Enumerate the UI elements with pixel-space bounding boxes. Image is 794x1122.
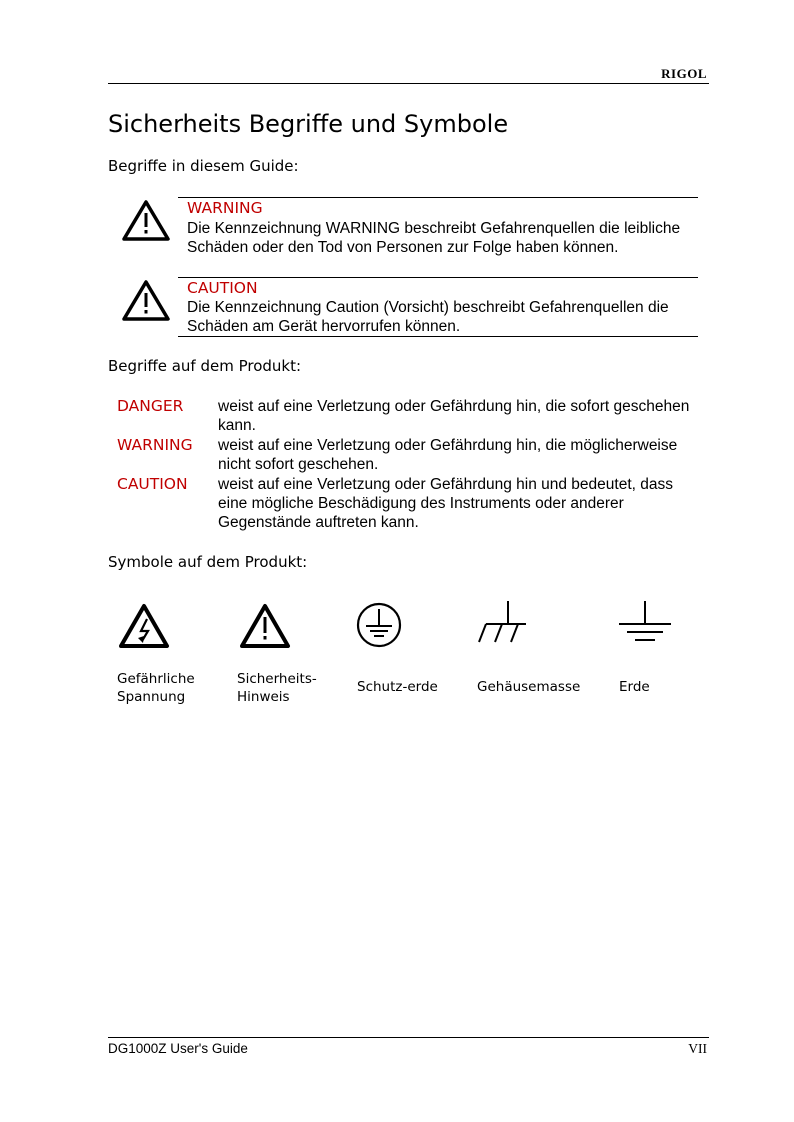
symbol-label-high-voltage-line1: Gefährliche [117,671,195,687]
term-text-danger: weist auf eine Verletzung oder Gefährdung hin, die sofort geschehen kann. [218,398,690,434]
header-rule [108,83,709,84]
page-title: Sicherheits Begriffe und Symbole [108,110,509,138]
warning-box-heading: WARNING [187,199,263,217]
warning-triangle-icon [120,197,172,243]
symbol-label-high-voltage-line2: Spannung [117,689,186,705]
warning-triangle-icon [120,277,172,323]
term-label-warning: WARNING [117,436,193,454]
symbol-label-chassis-ground: Gehäusemasse [477,679,581,695]
footer-guide-name: DG1000Z User's Guide [108,1041,248,1056]
term-text-caution: weist auf eine Verletzung oder Gefährdung hin und bedeutet, dass eine mögliche Beschädigung des Instruments oder anderer Gegenstände auftreten kann. [218,476,673,531]
term-label-danger: DANGER [117,397,184,415]
protective-earth-icon [355,600,403,650]
chassis-ground-icon [474,598,530,648]
caution-box-bottom-rule [178,336,698,337]
caution-box-text: Die Kennzeichnung Caution (Vorsicht) beschreibt Gefahrenquellen die Schäden am Gerät hervorrufen können. [187,299,669,335]
symbol-label-safety-line1: Sicherheits- [237,671,317,687]
symbol-label-protective-earth: Schutz-erde [357,679,438,695]
warning-box-top-rule [178,197,698,198]
caution-box-heading: CAUTION [187,279,258,297]
term-label-caution: CAUTION [117,475,188,493]
section-title-product-symbols: Symbole auf dem Produkt: [108,553,308,571]
footer-page-number: VII [688,1041,707,1056]
caution-box-top-rule [178,277,698,278]
high-voltage-icon [117,602,171,652]
section-title-guide-terms: Begriffe in diesem Guide: [108,157,299,175]
symbol-label-safety-line2: Hinweis [237,689,290,705]
symbol-label-earth-ground: Erde [619,679,650,695]
footer-rule [108,1037,709,1038]
term-text-warning: weist auf eine Verletzung oder Gefährdung hin, die möglicherweise nicht sofort geschehen. [218,437,678,473]
safety-warning-icon [238,602,292,652]
header-brand: RIGOL [661,66,707,81]
section-title-product-terms: Begriffe auf dem Produkt: [108,357,302,375]
earth-ground-icon [617,598,673,648]
warning-box-text: Die Kennzeichnung WARNING beschreibt Gefahrenquellen die leibliche Schäden oder den Tod von Personen zur Folge haben können. [187,220,681,256]
